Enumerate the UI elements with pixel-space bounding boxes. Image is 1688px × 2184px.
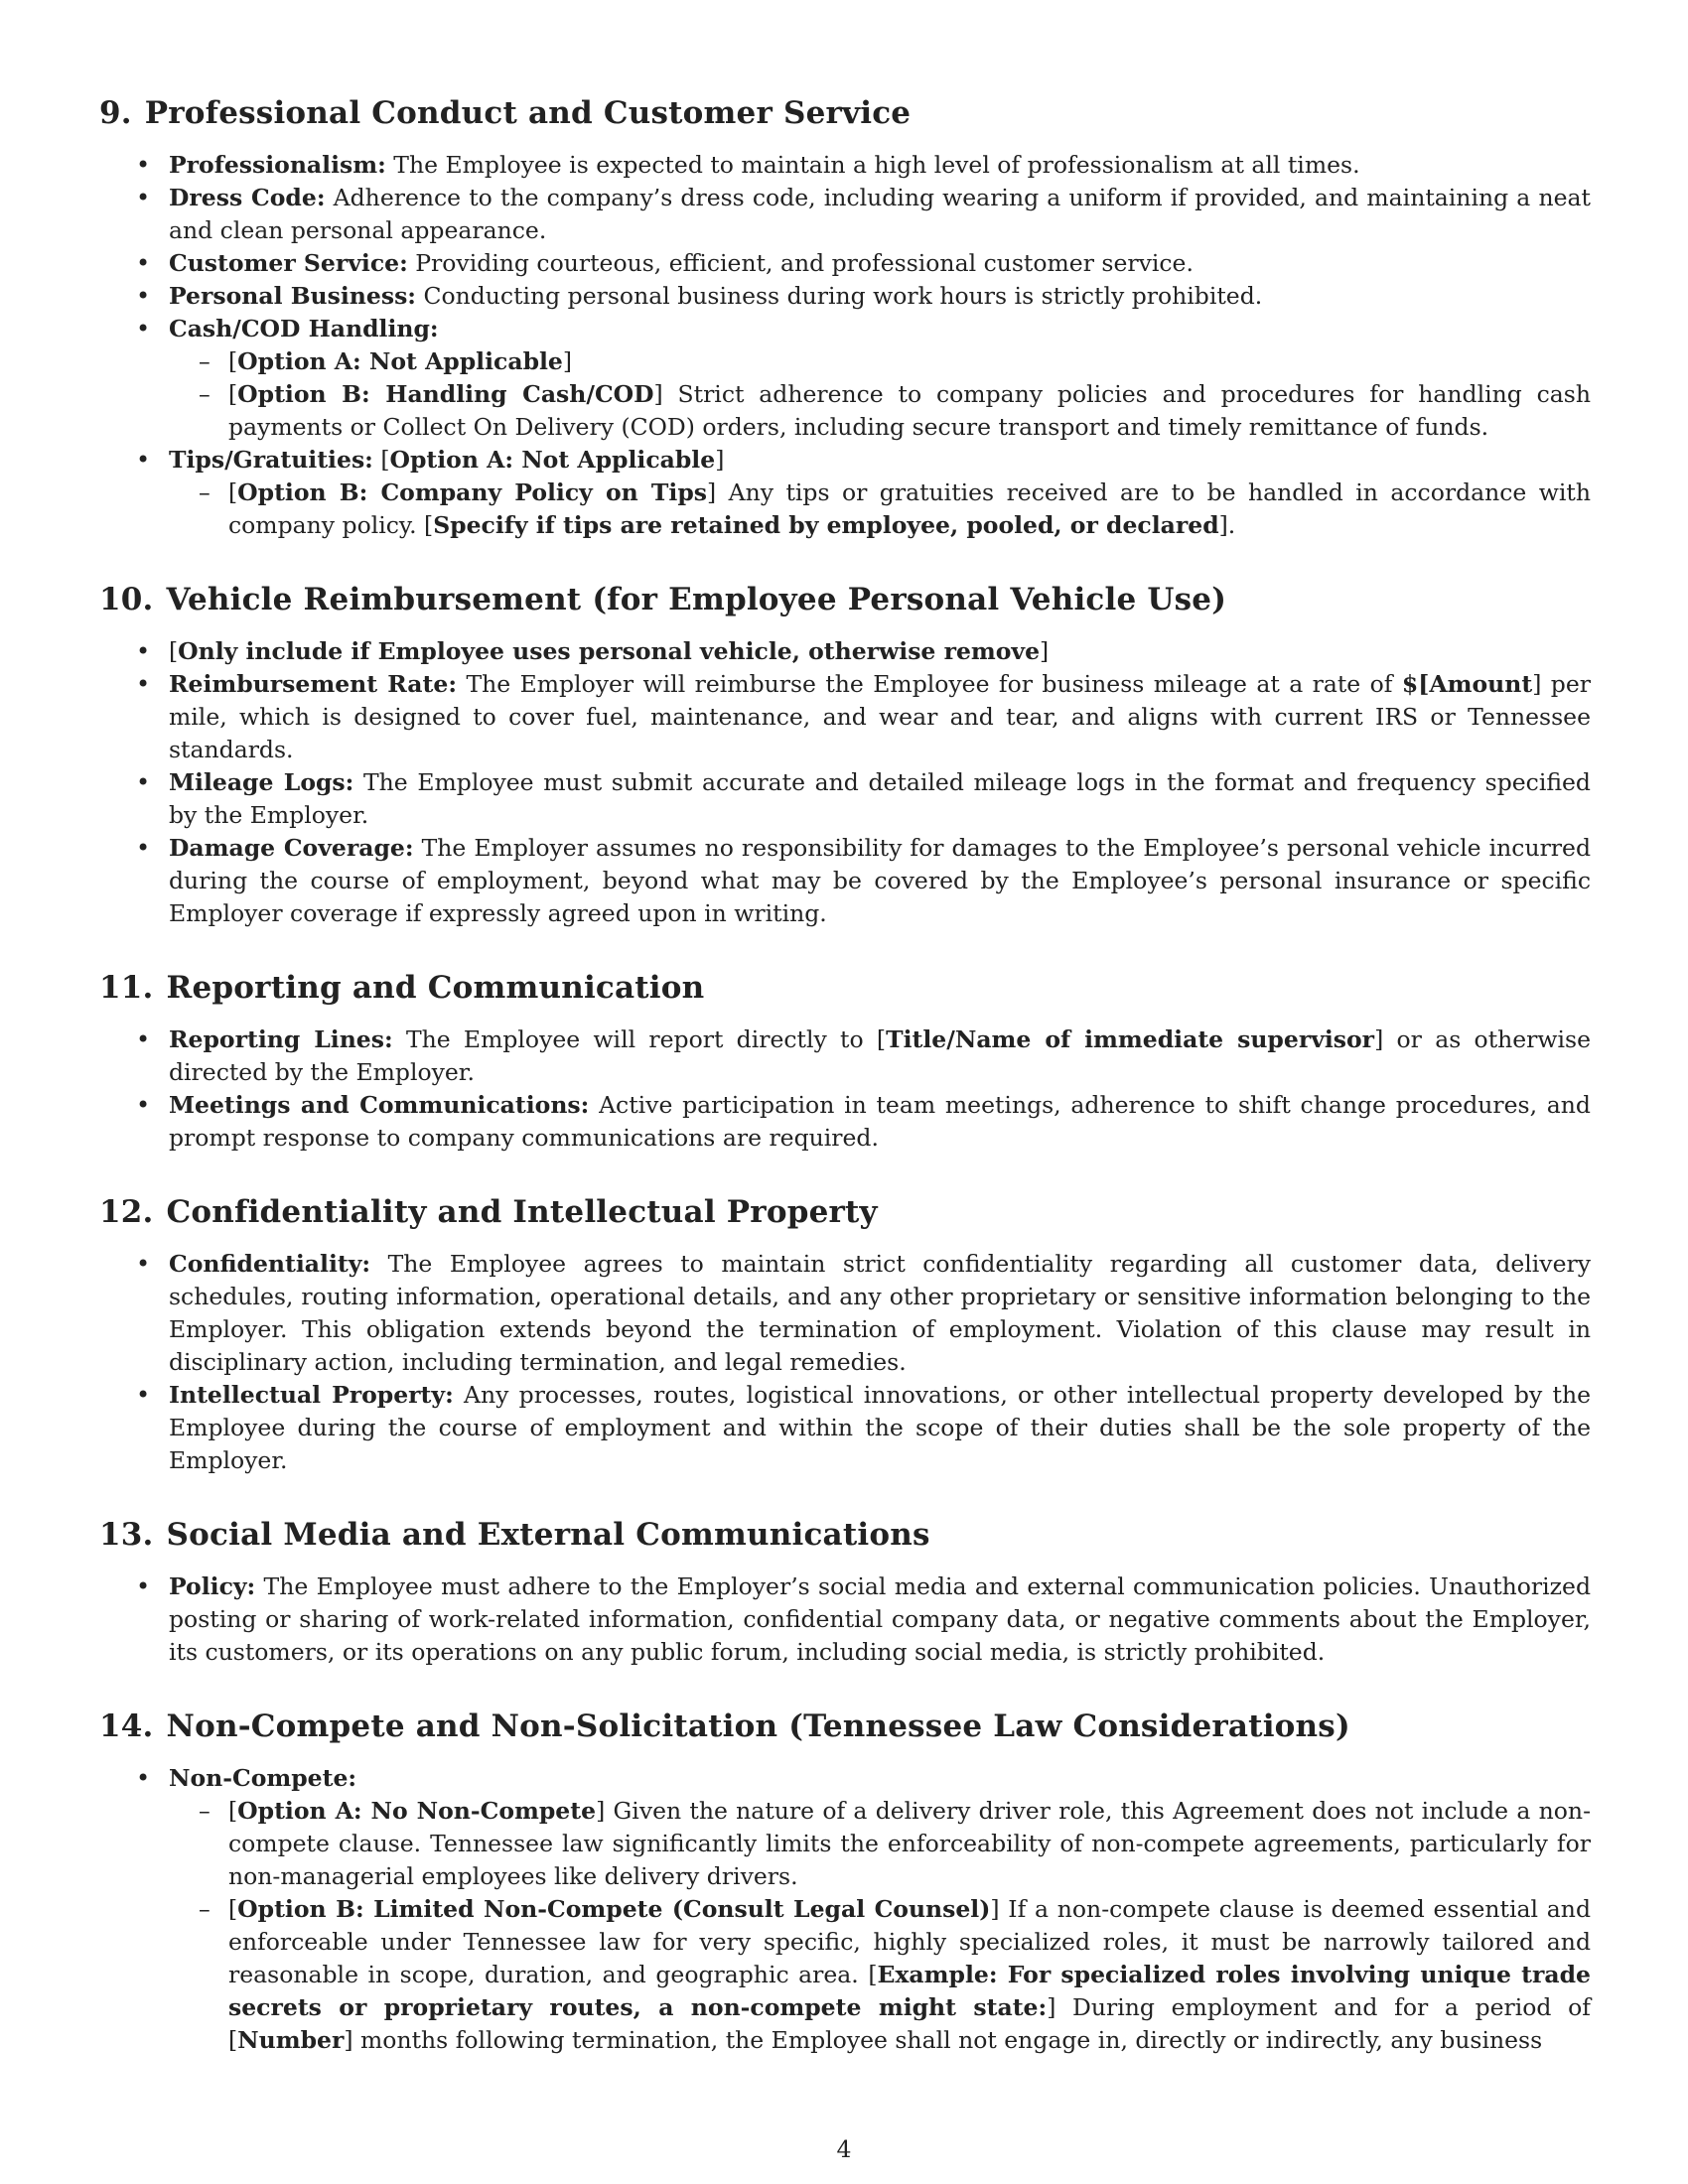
option-label: Option A: No Non-Compete [237, 1797, 597, 1825]
item-text: The Employee must submit accurate and detailed mileage logs in the format and frequency specified by the Employer. [169, 768, 1591, 829]
item-text: The Employee is expected to maintain a high level of professionalism at all times. [393, 151, 1360, 179]
placeholder: Only include if Employee uses personal vehicle, otherwise remove [178, 637, 1041, 665]
section-10 [99, 578, 1591, 930]
section-title: Social Media and External Communications [166, 1517, 930, 1553]
list-item-mileage-logs [99, 766, 1591, 832]
item-text: During employment and for a period of [1072, 1993, 1591, 2021]
placeholder: Specify if tips are retained by employee, pooled, or declared [433, 511, 1219, 539]
list-item-damage-coverage [99, 832, 1591, 930]
term-label: Reimbursement Rate: [169, 670, 458, 698]
list-item-professionalism [99, 149, 1591, 182]
item-text: Adherence to the company’s dress code, including wearing a uniform if provided, and maintaining a neat and clean personal appearance. [169, 184, 1591, 244]
item-text: or as otherwise directed by the Employer. [169, 1025, 1592, 1086]
term-label: Professionalism: [169, 151, 386, 179]
item-text: per mile, which is designed to cover fuel, maintenance, and wear and tear, and aligns with current IRS or Tennessee standards. [169, 670, 1591, 763]
term-label: Policy: [169, 1572, 256, 1600]
section-title: Professional Conduct and Customer Service [144, 95, 912, 131]
list-item-only-include: • [Only include if Employee uses personal vehicle, otherwise remove] [99, 635, 1591, 668]
term-label: Non-Compete: [169, 1764, 357, 1792]
list-item-policy [99, 1570, 1591, 1669]
bullet-list [99, 1762, 1591, 2057]
item-text: The Employer assumes no responsibility for damages to the Employee’s personal vehicle incurred during the course of employment, beyond what may be covered by the Employee’s personal insurance or specific Employer coverage if expressly agreed upon in writing. [169, 834, 1591, 927]
list-item-meetings [99, 1089, 1591, 1155]
bullet-list [99, 1248, 1591, 1477]
placeholder: Example: For specialized roles involving unique trade secrets or proprietary routes, a non-compete might state: [228, 1961, 1592, 2021]
section-heading [99, 1705, 1591, 1748]
item-text: Active participation in team meetings, adherence to shift change procedures, and prompt response to company communications are required. [169, 1091, 1591, 1152]
sub-item-option-a: – [Option A: Not Applicable] [169, 345, 1591, 378]
sub-item-option-a: – [Option A: No Non-Compete] Given the nature of a delivery driver role, this Agreement does not include a non-compete clause. Tennessee law significantly limits the enforceability of non-compete agreements, particularly for non-managerial employees like delivery drivers. [169, 1795, 1591, 1893]
page-number: 4 [836, 2135, 852, 2163]
section-number: 9. [99, 95, 132, 131]
document-page [99, 91, 1591, 2093]
placeholder: Amount [1429, 670, 1533, 698]
term-label: Reporting Lines: [169, 1025, 393, 1053]
section-number: 13. [99, 1517, 154, 1553]
placeholder: Number [237, 2026, 345, 2054]
term-label: Dress Code: [169, 184, 326, 211]
section-number: 10. [99, 582, 154, 617]
term-label: Cash/COD Handling: [169, 315, 439, 342]
item-text: months following termination, the Employee shall not engage in, directly or indirectly, any business [360, 2026, 1543, 2054]
section-heading [99, 91, 1591, 135]
section-number: 12. [99, 1194, 154, 1230]
section-title: Confidentiality and Intellectual Property [166, 1194, 878, 1230]
list-item-confidentiality [99, 1248, 1591, 1379]
section-number: 14. [99, 1708, 154, 1744]
item-text: Conducting personal business during work hours is strictly prohibited. [423, 282, 1263, 310]
section-heading [99, 966, 1591, 1010]
term-label: Personal Business: [169, 282, 416, 310]
bullet-list [99, 149, 1591, 542]
sub-item-option-b: – [Option B: Company Policy on Tips] Any tips or gratuities received are to be handled in accordance with company policy. [Specify if tips are retained by employee, pooled, or declared]. [169, 477, 1591, 542]
term-label: Intellectual Property: [169, 1381, 454, 1409]
section-title: Vehicle Reimbursement (for Employee Personal Vehicle Use) [166, 582, 1227, 617]
item-text: The Employee agrees to maintain strict confidentiality regarding all customer data, delivery schedules, routing information, operational details, and any other proprietary or sensitive information belonging to the Employer. This obligation extends beyond the termination of employment. Violation of this clause may result in disciplinary action, including termination, and legal remedies. [169, 1250, 1591, 1376]
list-item-reimbursement-rate: • Reimbursement Rate: The Employer will reimburse the Employee for business mileage at a rate of $[Amount] per mile, which is designed to cover fuel, maintenance, and wear and tear, and aligns with current IRS or Tennessee standards. [99, 668, 1591, 766]
list-item-customer-service [99, 247, 1591, 280]
list-item-tips: • Tips/Gratuities: [Option A: Not Applicable] – [Option B: Company Policy on Tips] Any tips or gratuities received are to be handled in accordance with company policy. [Specify if tips are retained by employee, pooled, or declared]. [99, 444, 1591, 542]
term-label: Damage Coverage: [169, 834, 414, 862]
sub-item-option-b: – [Option B: Handling Cash/COD] Strict adherence to company policies and procedures for handling cash payments or Collect On Delivery (COD) orders, including secure transport and timely remittance of funds. [169, 378, 1591, 444]
option-label: Option A: Not Applicable [389, 446, 716, 474]
section-9 [99, 91, 1591, 542]
item-text: If a non-compete clause is deemed essential and enforceable under Tennessee law for very specific, highly specialized roles, it must be narrowly tailored and reasonable in scope, duration, and geographic area. [228, 1895, 1591, 1988]
term-label: Meetings and Communications: [169, 1091, 590, 1119]
option-label: Option A: Not Applicable [237, 347, 563, 375]
term-label: Mileage Logs: [169, 768, 354, 796]
section-number: 11. [99, 970, 154, 1006]
section-heading [99, 1190, 1591, 1234]
item-text: Any processes, routes, logistical innovations, or other intellectual property developed by the Employee during the course of employment and within the scope of their duties shall be the sole property of the Employer. [169, 1381, 1591, 1474]
section-12 [99, 1190, 1591, 1477]
bullet-list [99, 1024, 1591, 1155]
item-text: The Employee must adhere to the Employer’s social media and external communication policies. Unauthorized posting or sharing of work-related information, confidential company data, or negative comments about the Employer, its customers, or its operations on any public forum, including social media, is strictly prohibited. [169, 1572, 1591, 1666]
bullet-list [99, 635, 1591, 930]
section-title: Non-Compete and Non-Solicitation (Tennessee Law Considerations) [166, 1708, 1350, 1744]
item-text: The Employer will reimburse the Employee for business mileage at a rate of [466, 670, 1393, 698]
sub-list [169, 1795, 1591, 2057]
sub-item-option-b: – [Option B: Limited Non-Compete (Consult Legal Counsel)] If a non-compete clause is deemed essential and enforceable under Tennessee law for very specific, highly specialized roles, it must be narrowly tailored and reasonable in scope, duration, and geographic area. [Example: For specialized roles involving unique trade secrets or proprietary routes, a non-compete might state:] During employment and for a period of [Number] months following termination, the Employee shall not engage in, directly or indirectly, any business [169, 1893, 1591, 2057]
item-text: Strict adherence to company policies and procedures for handling cash payments or Collect On Delivery (COD) orders, including secure transport and timely remittance of funds. [228, 380, 1591, 441]
section-heading [99, 578, 1591, 621]
list-item-intellectual-property [99, 1379, 1591, 1477]
list-item-non-compete [99, 1762, 1591, 2057]
list-item-reporting-lines: • Reporting Lines: The Employee will report directly to [Title/Name of immediate supervisor] or as otherwise directed by the Employer. [99, 1024, 1591, 1089]
term-label: Customer Service: [169, 249, 408, 277]
list-item-dress-code [99, 182, 1591, 247]
item-text: Any tips or gratuities received are to be handled in accordance with company policy. [228, 478, 1592, 539]
option-label: Option B: Company Policy on Tips [237, 478, 707, 506]
item-text: The Employee will report directly to [405, 1025, 864, 1053]
sub-list [169, 345, 1591, 444]
section-heading [99, 1513, 1591, 1557]
item-text: Providing courteous, efficient, and professional customer service. [415, 249, 1194, 277]
section-14 [99, 1705, 1591, 2057]
bullet-list [99, 1570, 1591, 1669]
option-label: Option B: Handling Cash/COD [237, 380, 654, 408]
sub-list [169, 477, 1591, 542]
term-label: Tips/Gratuities: [169, 446, 373, 474]
section-13 [99, 1513, 1591, 1669]
section-11 [99, 966, 1591, 1155]
list-item-personal-business [99, 280, 1591, 313]
option-label: Option B: Limited Non-Compete (Consult Legal Counsel) [237, 1895, 991, 1923]
term-label: Confidentiality: [169, 1250, 371, 1278]
list-item-cash-cod [99, 313, 1591, 444]
placeholder: Title/Name of immediate supervisor [886, 1025, 1375, 1053]
item-text: Given the nature of a delivery driver role, this Agreement does not include a non-compete clause. Tennessee law significantly limits the enforceability of non-compete agreements, particularly for non-managerial employees like delivery drivers. [228, 1797, 1592, 1890]
section-title: Reporting and Communication [166, 970, 705, 1006]
